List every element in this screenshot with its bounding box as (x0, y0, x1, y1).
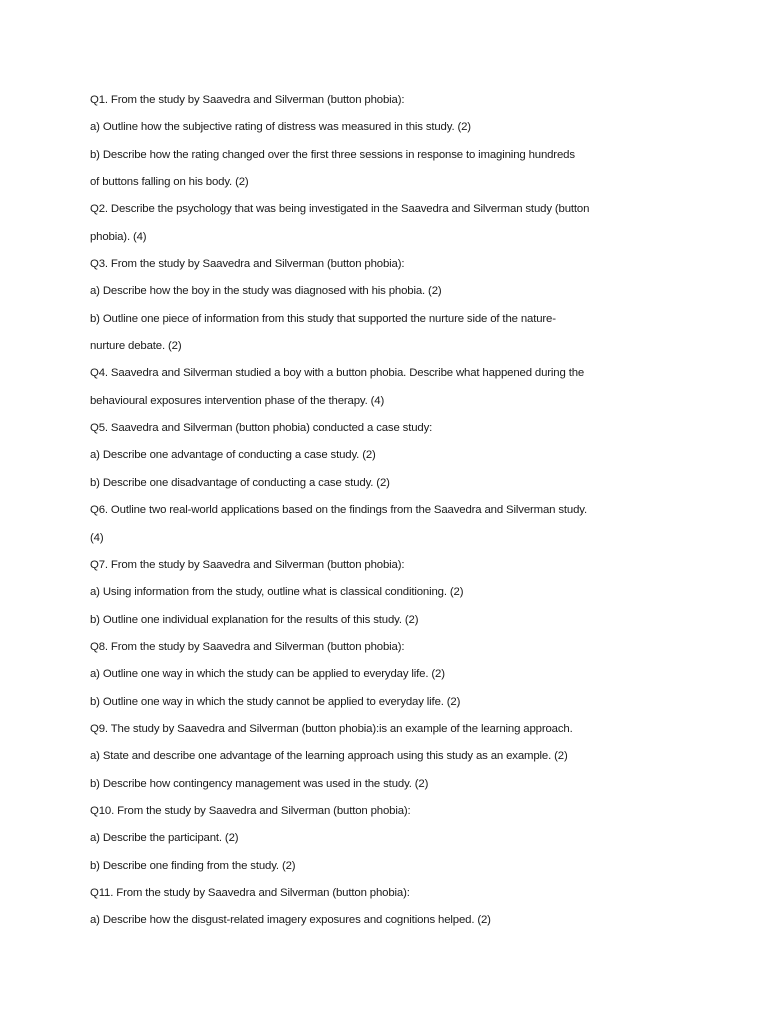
question-line: Q11. From the study by Saavedra and Silverman (button phobia): (90, 886, 410, 899)
subquestion-line: of buttons falling on his body. (2) (90, 176, 249, 189)
question-line: Q5. Saavedra and Silverman (button phobia) conducted a case study: (90, 422, 433, 435)
subquestion-line: (4) (90, 531, 104, 544)
subquestion-line: a) Describe the participant. (2) (90, 832, 239, 845)
subquestion-line: b) Outline one individual explanation for the results of this study. (2) (90, 613, 419, 626)
question-line: Q2. Describe the psychology that was being investigated in the Saavedra and Silverman study (button (90, 203, 590, 216)
subquestion-line: a) Using information from the study, outline what is classical conditioning. (2) (90, 586, 464, 599)
question-line: Q10. From the study by Saavedra and Silverman (button phobia): (90, 804, 411, 817)
subquestion-line: phobia). (4) (90, 230, 147, 243)
subquestion-line: b) Outline one way in which the study cannot be applied to everyday life. (2) (90, 695, 461, 708)
question-line: Q7. From the study by Saavedra and Silverman (button phobia): (90, 558, 405, 571)
question-line: Q6. Outline two real-world applications based on the findings from the Saavedra and Silverman study. (90, 504, 588, 517)
subquestion-line: b) Describe how the rating changed over the first three sessions in response to imagining hundreds (90, 148, 575, 161)
subquestion-line: a) Outline how the subjective rating of distress was measured in this study. (2) (90, 121, 471, 134)
subquestion-line: a) Outline one way in which the study can be applied to everyday life. (2) (90, 668, 445, 681)
subquestion-line: a) State and describe one advantage of the learning approach using this study as an example. (2) (90, 750, 568, 763)
subquestion-line: b) Outline one piece of information from this study that supported the nurture side of the nature- (90, 312, 556, 325)
subquestion-line: a) Describe how the disgust-related imagery exposures and cognitions helped. (2) (90, 914, 491, 927)
subquestion-line: a) Describe how the boy in the study was diagnosed with his phobia. (2) (90, 285, 442, 298)
subquestion-line: a) Describe one advantage of conducting a case study. (2) (90, 449, 376, 462)
question-line: Q4. Saavedra and Silverman studied a boy with a button phobia. Describe what happened during the (90, 367, 585, 380)
question-line: Q9. The study by Saavedra and Silverman (button phobia):is an example of the learning approach. (90, 722, 573, 735)
question-list (90, 92, 690, 940)
question-line: Q3. From the study by Saavedra and Silverman (button phobia): (90, 258, 405, 271)
subquestion-line: nurture debate. (2) (90, 340, 182, 353)
subquestion-line: b) Describe one disadvantage of conducting a case study. (2) (90, 476, 390, 489)
subquestion-line: behavioural exposures intervention phase of the therapy. (4) (90, 394, 385, 407)
subquestion-line: b) Describe one finding from the study. (2) (90, 859, 296, 872)
question-line: Q8. From the study by Saavedra and Silverman (button phobia): (90, 640, 405, 653)
subquestion-line: b) Describe how contingency management was used in the study. (2) (90, 777, 429, 790)
question-line: Q1. From the study by Saavedra and Silverman (button phobia): (90, 94, 405, 106)
